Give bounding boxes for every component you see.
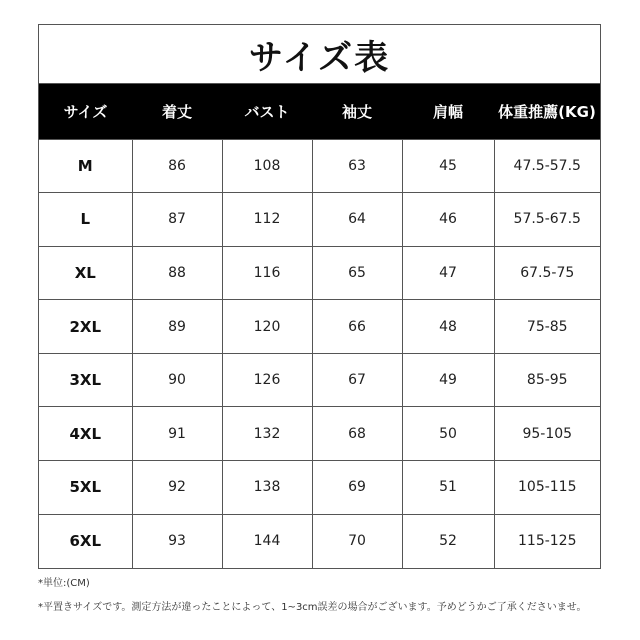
cell-sleeve: 68 (312, 407, 402, 461)
cell-bust: 126 (222, 353, 312, 407)
cell-length: 90 (132, 353, 222, 407)
cell-weight: 105-115 (494, 461, 600, 515)
table-row (39, 353, 600, 407)
cell-sleeve: 64 (312, 193, 402, 247)
size-table (39, 84, 600, 568)
cell-weight: 67.5-75 (494, 246, 600, 300)
cell-shoulder: 47 (402, 246, 494, 300)
table-row (39, 407, 600, 461)
cell-length: 93 (132, 514, 222, 568)
cell-size: 5XL (39, 461, 132, 515)
cell-bust: 108 (222, 139, 312, 193)
header-sleeve: 袖丈 (341, 102, 372, 121)
chart-title: サイズ表 (39, 25, 600, 84)
cell-sleeve: 69 (312, 461, 402, 515)
cell-sleeve: 63 (312, 139, 402, 193)
cell-size: L (39, 193, 132, 247)
cell-weight: 57.5-67.5 (494, 193, 600, 247)
cell-length: 91 (132, 407, 222, 461)
cell-weight: 85-95 (494, 353, 600, 407)
cell-length: 89 (132, 300, 222, 354)
cell-bust: 144 (222, 514, 312, 568)
cell-weight: 115-125 (494, 514, 600, 568)
cell-size: 3XL (39, 353, 132, 407)
cell-sleeve: 65 (312, 246, 402, 300)
cell-size: XL (39, 246, 132, 300)
table-body (39, 139, 600, 568)
cell-bust: 138 (222, 461, 312, 515)
table-row (39, 461, 600, 515)
size-chart (38, 24, 601, 569)
table-row (39, 514, 600, 568)
header-length: 着丈 (161, 102, 192, 121)
header-weight: 体重推薦(KG) (498, 102, 596, 121)
cell-weight: 47.5-57.5 (494, 139, 600, 193)
table-row (39, 139, 600, 193)
cell-weight: 95-105 (494, 407, 600, 461)
cell-shoulder: 46 (402, 193, 494, 247)
cell-sleeve: 67 (312, 353, 402, 407)
unit-note: *単位:(CM) (38, 578, 90, 589)
cell-length: 92 (132, 461, 222, 515)
cell-length: 88 (132, 246, 222, 300)
cell-shoulder: 48 (402, 300, 494, 354)
cell-shoulder: 49 (402, 353, 494, 407)
cell-size: 4XL (39, 407, 132, 461)
cell-bust: 120 (222, 300, 312, 354)
table-row (39, 300, 600, 354)
cell-bust: 112 (222, 193, 312, 247)
cell-size: 6XL (39, 514, 132, 568)
table-row (39, 193, 600, 247)
cell-shoulder: 52 (402, 514, 494, 568)
header-shoulder: 肩幅 (432, 102, 463, 121)
disclaimer-note: *平置きサイズです。測定方法が違ったことによって、1~3cm誤差の場合がございます。予めどうかご了承くださいませ。 (38, 602, 587, 613)
cell-weight: 75-85 (494, 300, 600, 354)
cell-shoulder: 50 (402, 407, 494, 461)
cell-size: 2XL (39, 300, 132, 354)
cell-size: M (39, 139, 132, 193)
cell-shoulder: 45 (402, 139, 494, 193)
cell-length: 86 (132, 139, 222, 193)
cell-bust: 116 (222, 246, 312, 300)
cell-sleeve: 70 (312, 514, 402, 568)
header-row (39, 84, 600, 139)
notes (38, 572, 586, 620)
cell-length: 87 (132, 193, 222, 247)
cell-sleeve: 66 (312, 300, 402, 354)
cell-shoulder: 51 (402, 461, 494, 515)
table-row (39, 246, 600, 300)
header-bust: バスト (244, 102, 290, 121)
cell-bust: 132 (222, 407, 312, 461)
header-size: サイズ (63, 102, 108, 121)
